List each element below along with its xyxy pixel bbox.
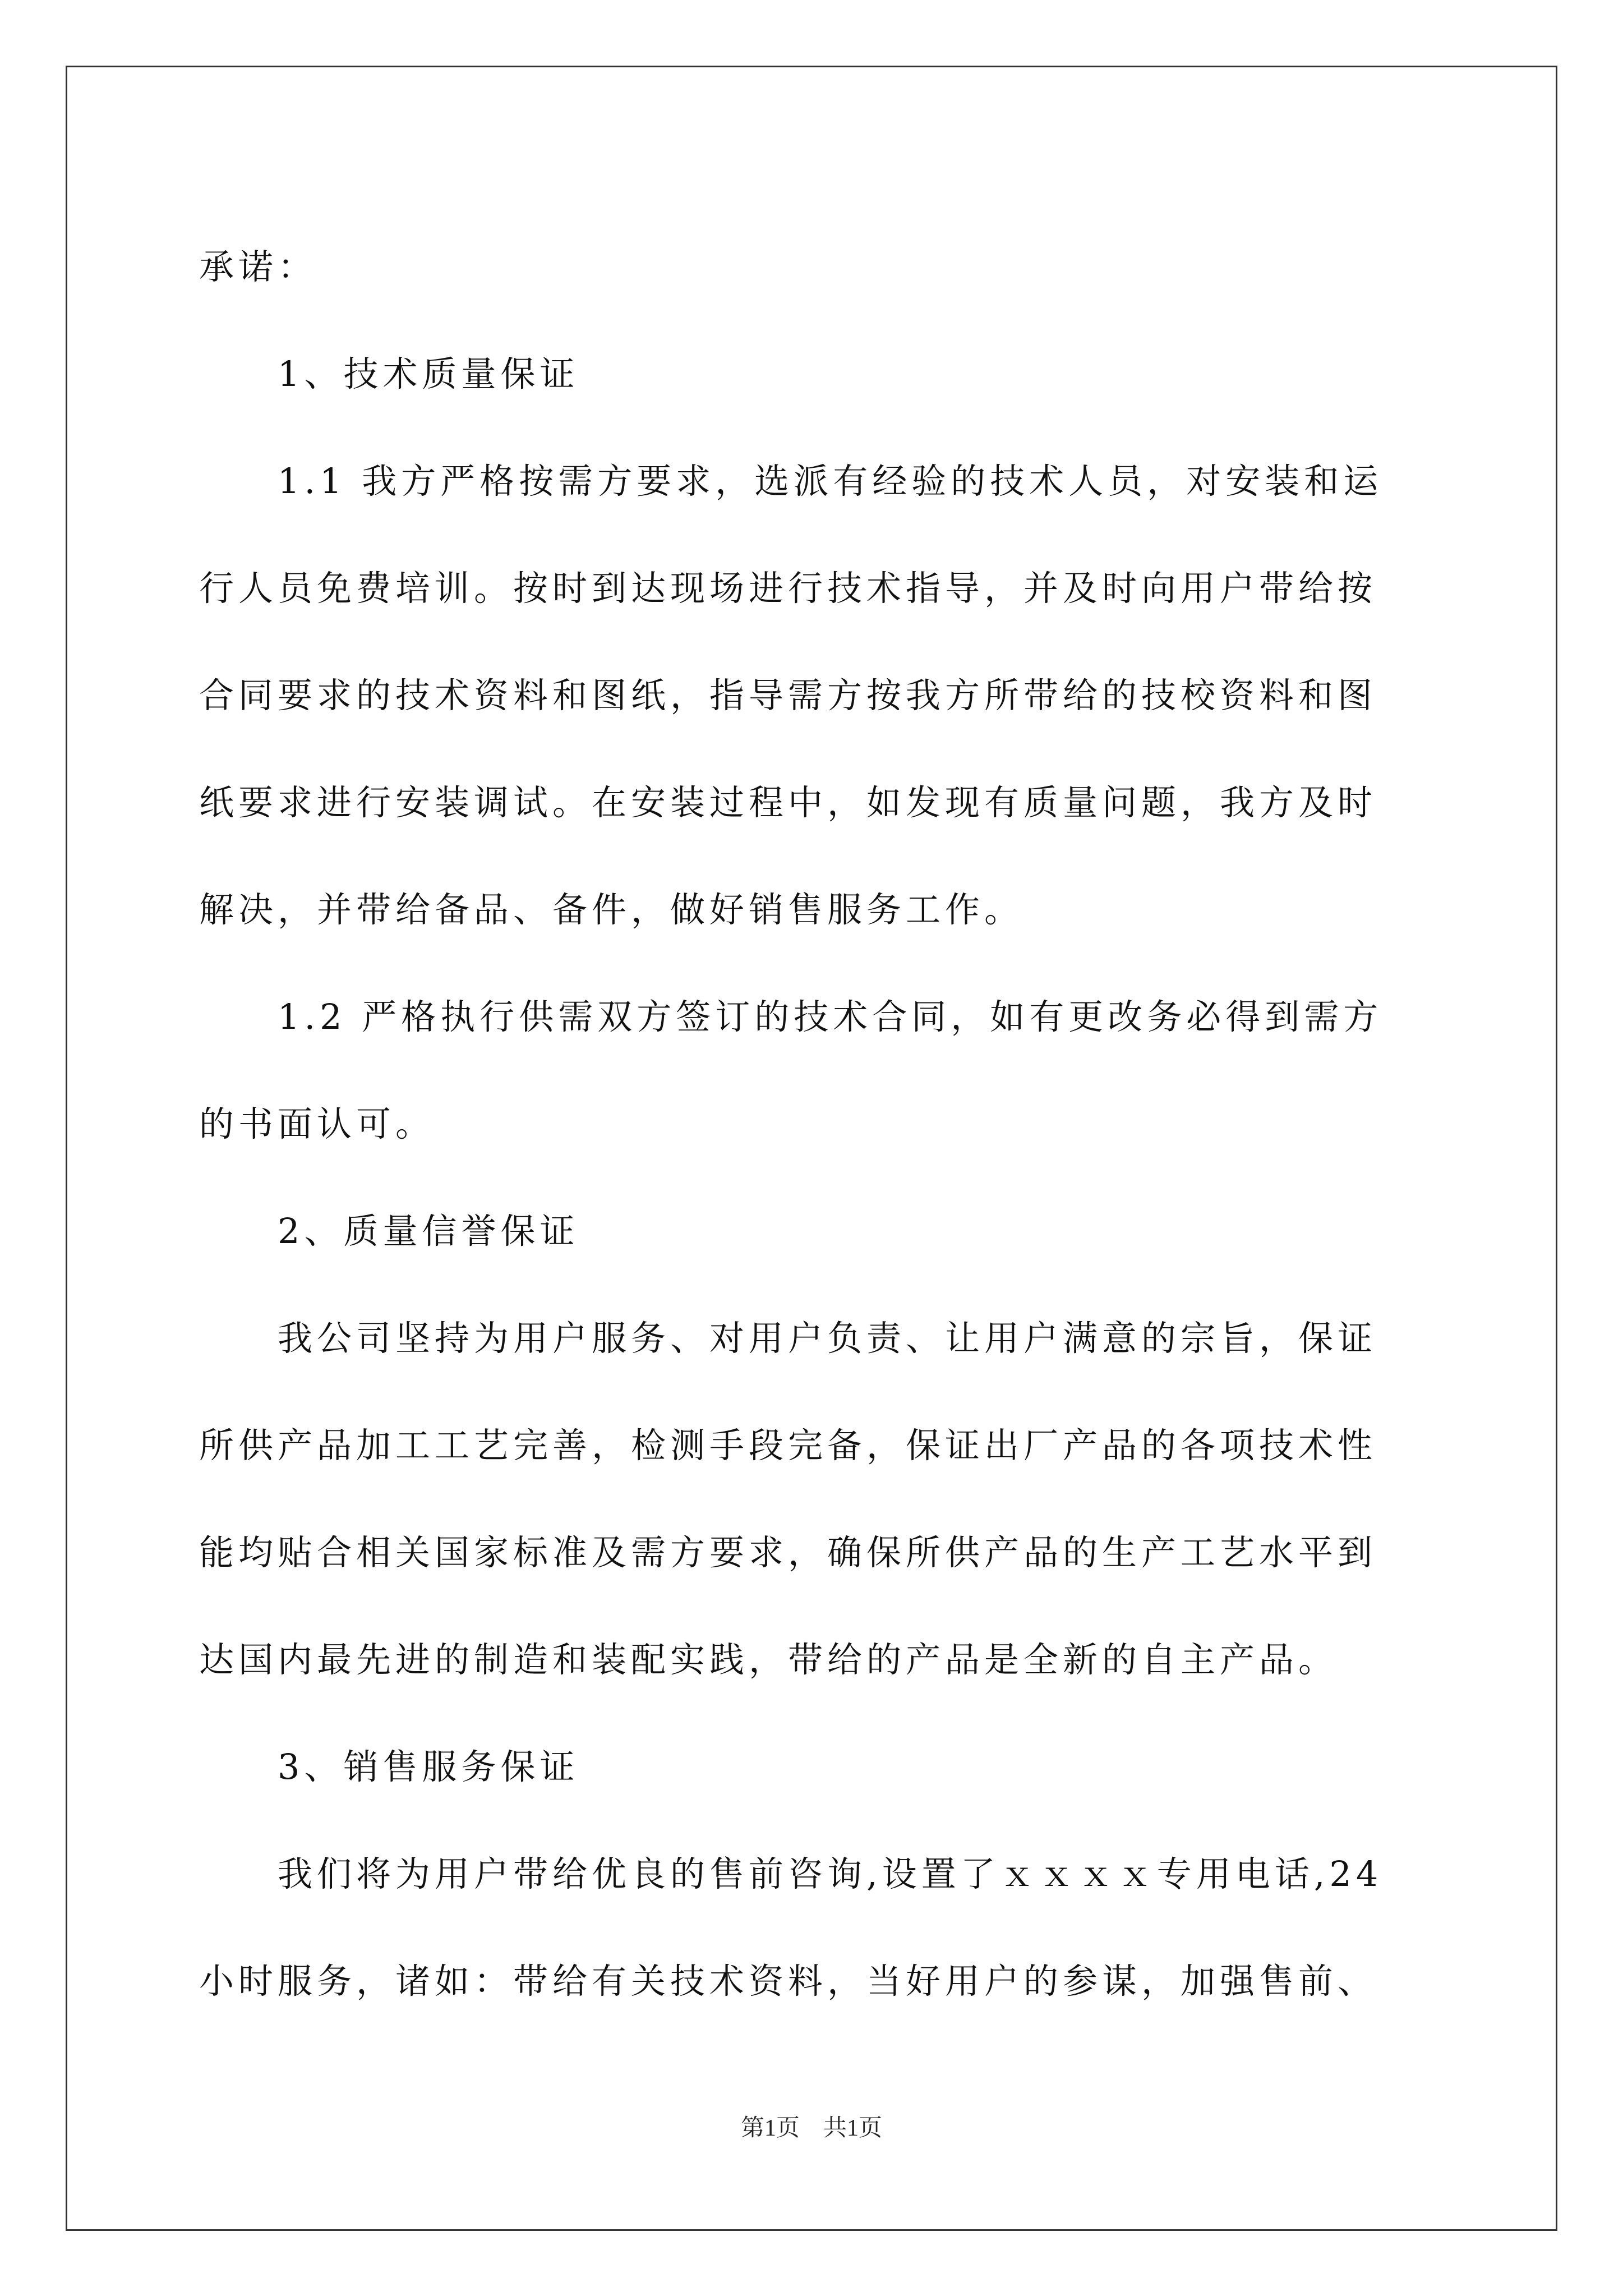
section-heading: 2、质量信誉保证 <box>278 1211 579 1251</box>
page-footer: 第1页 共1页 <box>740 2115 882 2141</box>
text-line: 1.1 我方严格按需方要求，选派有经验的技术人员，对安装和运 <box>278 461 1383 501</box>
text-line: 合同要求的技术资料和图纸，指导需方按我方所带给的技校资料和图 <box>199 675 1377 716</box>
text-line: 纸要求进行安装调试。在安装过程中，如发现有质量问题，我方及时 <box>199 782 1377 823</box>
text-line: 能均贴合相关国家标准及需方要求，确保所供产品的生产工艺水平到 <box>199 1532 1377 1573</box>
text-line: 达国内最先进的制造和装配实践，带给的产品是全新的自主产品。 <box>199 1639 1338 1680</box>
section-heading: 3、销售服务保证 <box>278 1746 579 1787</box>
text-line: 承诺： <box>199 246 317 287</box>
text-line: 我公司坚持为用户服务、对用户负责、让用户满意的宗旨，保证 <box>278 1318 1377 1359</box>
text-line: 行人员免费培训。按时到达现场进行技术指导，并及时向用户带给按 <box>199 568 1377 609</box>
document-body <box>199 213 1427 2035</box>
text-line: 的书面认可。 <box>199 1103 435 1144</box>
section-heading: 1、技术质量保证 <box>278 353 579 394</box>
text-line: 1.2 严格执行供需双方签订的技术合同，如有更改务必得到需方 <box>278 996 1383 1037</box>
text-line: 所供产品加工工艺完善，检测手段完备，保证出厂产品的各项技术性 <box>199 1425 1377 1466</box>
text-line: 解决，并带给备品、备件，做好销售服务工作。 <box>199 889 1024 930</box>
text-line: 小时服务，诸如：带给有关技术资料，当好用户的参谋，加强售前、 <box>199 1961 1377 2001</box>
text-line: 我们将为用户带给优良的售前咨询,设置了ｘｘｘｘ专用电话,24 <box>278 1853 1383 1894</box>
